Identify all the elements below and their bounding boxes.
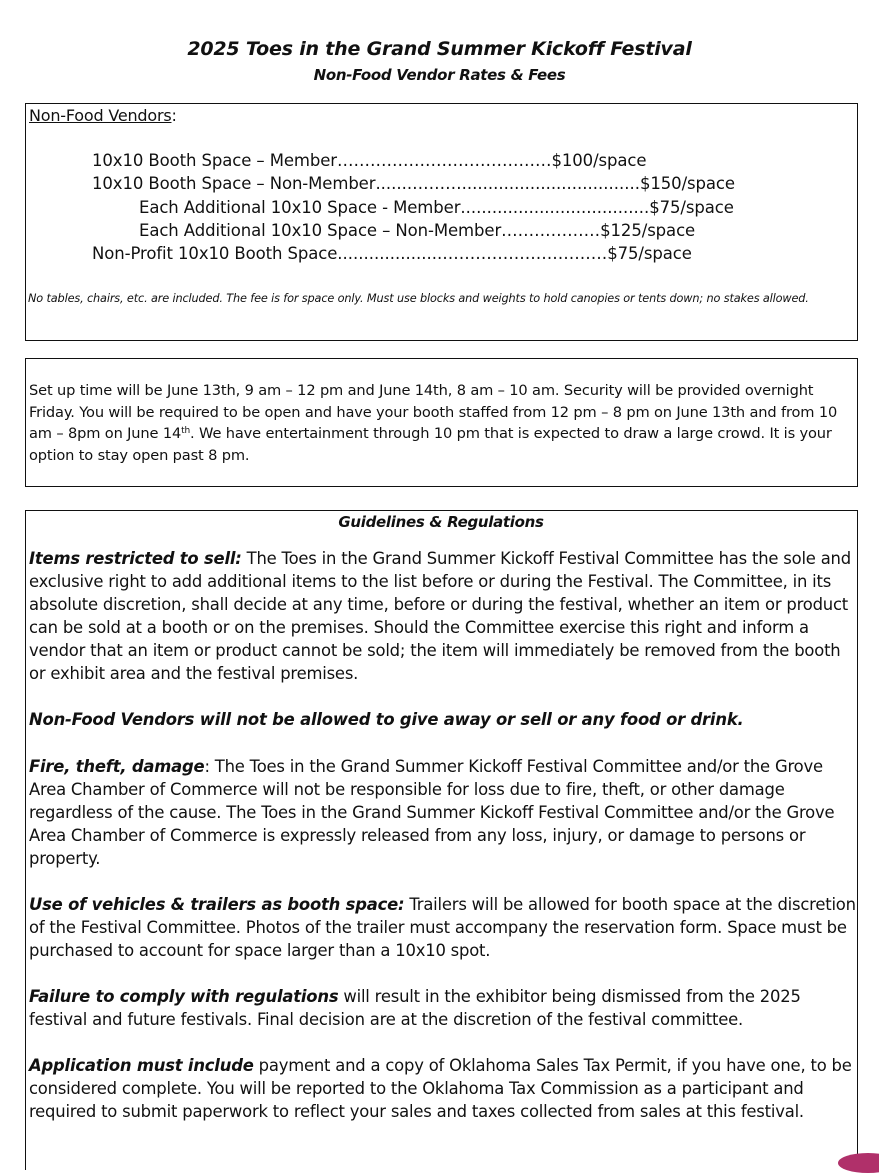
paragraph-items-restricted (29, 547, 859, 685)
guidelines-heading: Guidelines & Regulations (338, 513, 544, 531)
schedule-text-end: . We have entertainment through 10 pm that is expected to draw a large crowd. It is your option to stay open past 8 pm. (29, 425, 832, 464)
ordinal-suffix: th (181, 426, 191, 437)
paragraph-lead: Failure to comply with regulations (29, 987, 339, 1006)
rate-leader-dots: ....................………………………… (337, 244, 608, 263)
rate-leader-dots: .......……….................................. (375, 174, 640, 193)
rates-heading (29, 106, 177, 125)
paragraph-body: : The Toes in the Grand Summer Kickoff Festival Committee and/or the Grove Area Chamber of Commerce will not be responsible for loss due to fire, theft, or other damage regardless of the cause. The Toes in the Grand Summer Kickoff Festival Committee and/or the Grove Area Chamber of Commerce is expressly released from any loss, injury, or damage to persons or property. (29, 757, 835, 868)
paragraph-body: Trailers will be allowed for booth space at the discretion of the Festival Committee. Photos of the trailer must accompany the reservation form. Space must be purchased to account for space larger than a 10x10 spot. (29, 895, 856, 960)
guidelines-box (25, 510, 858, 1170)
rate-row-additional-member (139, 198, 734, 217)
paragraph-no-food (29, 708, 859, 731)
paragraph-body: will result in the exhibitor being dismissed from the 2025 festival and future festivals. Final decision are at the discretion of the festival committee. (29, 987, 801, 1029)
rate-price: $75/space (607, 244, 692, 263)
rate-row-non-profit (92, 244, 692, 263)
rate-leader-dots: ……………… (501, 221, 601, 240)
rates-heading-text: Non-Food Vendors (29, 106, 172, 125)
rate-leader-dots: ………………………………… (336, 151, 552, 170)
rate-label: Each Additional 10x10 Space – Non-Member (139, 221, 502, 240)
rate-leader-dots: .................................... (460, 198, 650, 217)
rate-label: 10x10 Booth Space – Non-Member (92, 174, 376, 193)
paragraph-fire-theft-damage (29, 755, 859, 870)
schedule-text-main: Set up time will be June 13th, 9 am – 12 pm and June 14th, 8 am – 10 am. Security will be provided overnight Friday. You will be required to be open and have your booth staffed from 12 pm – 8 pm on June 13th and from 10 am – 8pm on June 14 (29, 382, 838, 443)
paragraph-lead: Items restricted to sell: (29, 549, 242, 568)
rate-label: 10x10 Booth Space – Member (92, 151, 337, 170)
paragraph-lead: Fire, theft, damage (29, 757, 205, 776)
rate-price: $75/space (649, 198, 734, 217)
rates-heading-colon: : (171, 106, 177, 125)
document-title: 2025 Toes in the Grand Summer Kickoff Festival (187, 38, 692, 60)
paragraph-application-requirements (29, 1054, 859, 1123)
rate-row-non-member (92, 174, 735, 193)
rate-row-additional-non-member (139, 221, 695, 240)
rate-price: $150/space (639, 174, 735, 193)
paragraph-lead: Non-Food Vendors will not be allowed to give away or sell or any food or drink. (29, 710, 744, 729)
rate-price: $125/space (600, 221, 696, 240)
schedule-text (29, 380, 855, 466)
paragraph-failure-to-comply (29, 985, 859, 1031)
paragraph-lead: Application must include (29, 1056, 254, 1075)
paragraph-body: payment and a copy of Oklahoma Sales Tax Permit, if you have one, to be considered complete. You will be reported to the Oklahoma Tax Commission as a participant and required to submit paperwork to reflect your sales and taxes collected from sales at this festival. (29, 1056, 852, 1121)
schedule-box (25, 358, 858, 487)
paragraph-body: The Toes in the Grand Summer Kickoff Festival Committee has the sole and exclusive right to add additional items to the list before or during the Festival. The Committee, in its absolute discretion, shall decide at any time, before or during the festival, whether an item or product can be sold at a booth or on the premises. Should the Committee exercise this right and inform a vendor that an item or product cannot be sold; the item will immediately be removed from the booth or exhibit area and the festival premises. (29, 549, 851, 683)
rates-note: No tables, chairs, etc. are included. The fee is for space only. Must use blocks and weights to hold canopies or tents down; no stakes allowed. (28, 292, 809, 305)
rate-price: $100/space (551, 151, 647, 170)
rate-label: Non-Profit 10x10 Booth Space (92, 244, 338, 263)
rates-box (25, 103, 858, 341)
paragraph-vehicles-trailers (29, 893, 859, 962)
rate-label: Each Additional 10x10 Space - Member (139, 198, 461, 217)
rate-row-member (92, 151, 646, 170)
document-subtitle: Non-Food Vendor Rates & Fees (313, 66, 566, 84)
paragraph-lead: Use of vehicles & trailers as booth space: (29, 895, 405, 914)
corner-decoration (838, 1153, 879, 1173)
